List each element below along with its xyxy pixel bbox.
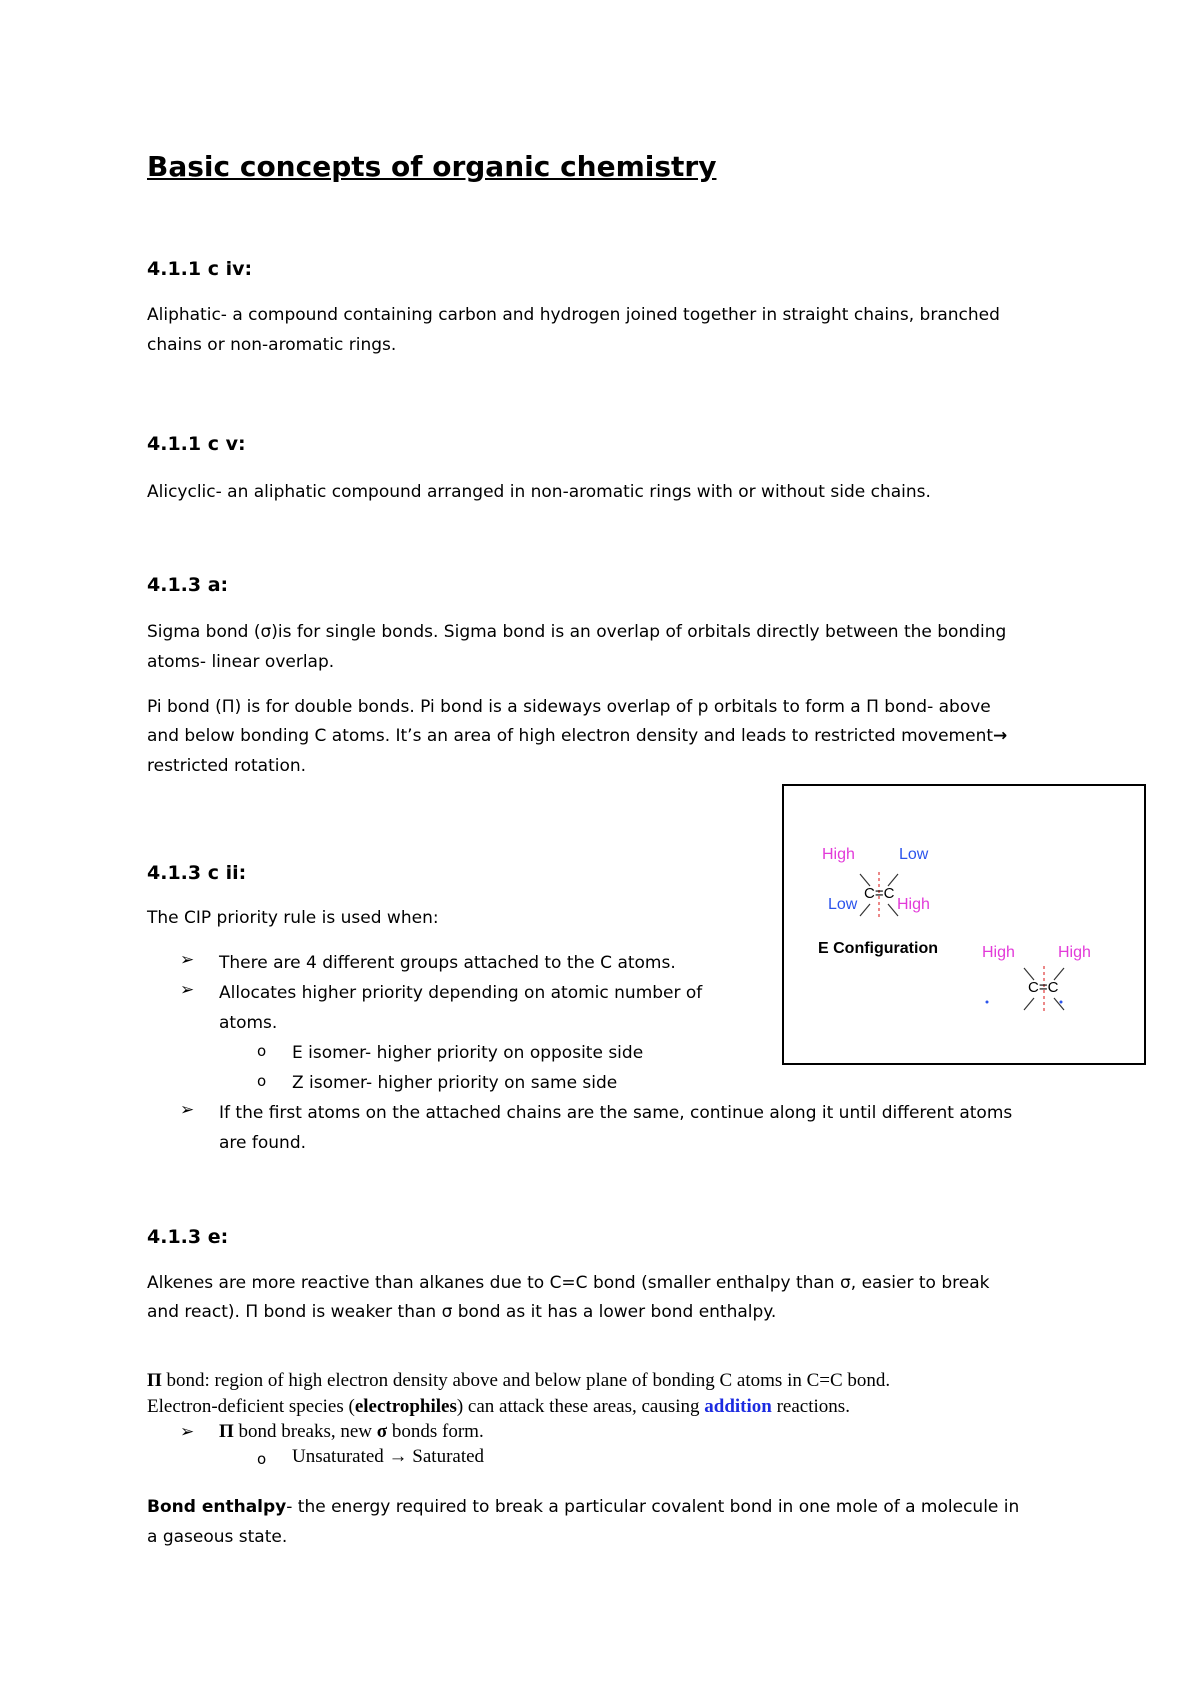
bond-enthalpy-definition: - the energy required to break a particular covalent bond in one mole of a molecule in bbox=[286, 1497, 1020, 1517]
e-high-right-label: High bbox=[897, 896, 930, 913]
e-low-right-label: Low bbox=[899, 846, 929, 863]
bond-break-text-a: bond breaks, new bbox=[233, 1421, 377, 1442]
bond-enthalpy-line-2: a gaseous state. bbox=[147, 1527, 288, 1547]
bullet-arrow-icon: ➢ bbox=[180, 980, 195, 1000]
z-dot-left bbox=[986, 1001, 989, 1004]
z-cc-label: C=C bbox=[1028, 979, 1059, 996]
sigma-symbol: σ bbox=[376, 1421, 388, 1442]
bond-enthalpy-line-1 bbox=[147, 1492, 1019, 1522]
alkene-line-1: Alkenes are more reactive than alkanes due to C=C bond (smaller enthalpy than σ, easier to break bbox=[147, 1273, 990, 1293]
sub-bullet-icon: o bbox=[257, 1450, 267, 1468]
bullet-arrow-icon: ➢ bbox=[180, 1422, 195, 1442]
unsaturated-saturated-line: Unsaturated → Saturated bbox=[292, 1446, 485, 1467]
bullet-arrow-icon: ➢ bbox=[180, 1100, 195, 1120]
z-bond-bottom-right bbox=[1054, 998, 1064, 1010]
electrophile-text-c: ) can attack these areas, causing bbox=[456, 1396, 705, 1417]
e-low-left-label: Low bbox=[828, 896, 858, 913]
e-cc-label: C=C bbox=[864, 885, 895, 902]
electrophile-text-a: Electron-deficient species ( bbox=[147, 1396, 355, 1417]
pi-line-2 bbox=[147, 721, 1007, 751]
bond-enthalpy-term: Bond enthalpy bbox=[147, 1497, 287, 1517]
heading-4-1-1-c-v: 4.1.1 c v: bbox=[147, 433, 246, 455]
pi-line-2-text: and below bonding C atoms. It’s an area of high electron density and leads to restricted movement bbox=[147, 726, 994, 746]
bond-break-text-b: bonds form. bbox=[387, 1421, 484, 1442]
pi-bond-region-text: bond: region of high electron density above and below plane of bonding C atoms in C=C bond. bbox=[161, 1370, 891, 1391]
cip-bullet-2-line-1: Allocates higher priority depending on atomic number of bbox=[219, 983, 703, 1003]
ez-bond-diagram bbox=[784, 786, 1144, 1063]
pi-line-3: restricted rotation. bbox=[147, 756, 307, 776]
sigma-line-2: atoms- linear overlap. bbox=[147, 652, 335, 672]
cip-bullet-1: There are 4 different groups attached to the C atoms. bbox=[219, 953, 676, 973]
bond-break-line bbox=[219, 1421, 484, 1443]
e-bond-bottom-left bbox=[860, 904, 870, 916]
cip-bullet-3-line-2: are found. bbox=[219, 1133, 307, 1153]
bullet-arrow-icon: ➢ bbox=[180, 950, 195, 970]
sub-bullet-icon: o bbox=[257, 1072, 267, 1090]
cip-bullet-3-line-1: If the first atoms on the attached chains are the same, continue along it until different atoms bbox=[219, 1103, 1013, 1123]
pi-symbol: Π bbox=[219, 1421, 234, 1442]
electrophile-line bbox=[147, 1396, 850, 1418]
e-isomer-line: E isomer- higher priority on opposite side bbox=[292, 1043, 644, 1063]
heading-4-1-3-e: 4.1.3 e: bbox=[147, 1226, 229, 1248]
electrophile-text-e: reactions. bbox=[771, 1396, 850, 1417]
ez-configuration-figure bbox=[782, 784, 1146, 1065]
alicyclic-line: Alicyclic- an aliphatic compound arranged in non-aromatic rings with or without side chains. bbox=[147, 482, 931, 502]
cip-intro: The CIP priority rule is used when: bbox=[147, 908, 439, 928]
aliphatic-line-2: chains or non-aromatic rings. bbox=[147, 335, 397, 355]
aliphatic-line-1: Aliphatic- a compound containing carbon and hydrogen joined together in straight chains, branched bbox=[147, 305, 1000, 325]
pi-line-1: Pi bond (Π) is for double bonds. Pi bond is a sideways overlap of p orbitals to form a Π bond- above bbox=[147, 697, 991, 717]
z-high-right-label: High bbox=[1058, 944, 1091, 961]
addition-term: addition bbox=[704, 1396, 772, 1417]
cip-bullet-2-line-2: atoms. bbox=[219, 1013, 278, 1033]
sigma-line-1: Sigma bond (σ)is for single bonds. Sigma bond is an overlap of orbitals directly between the bonding bbox=[147, 622, 1007, 642]
e-configuration-caption: E Configuration bbox=[818, 940, 938, 957]
page-title: Basic concepts of organic chemistry bbox=[147, 150, 717, 183]
pi-bond-region-line bbox=[147, 1370, 890, 1392]
heading-4-1-1-c-iv: 4.1.1 c iv: bbox=[147, 258, 253, 280]
e-high-left-label: High bbox=[822, 846, 855, 863]
electrophiles-term: electrophiles bbox=[354, 1396, 457, 1417]
heading-4-1-3-c-ii: 4.1.3 c ii: bbox=[147, 862, 247, 884]
alkene-line-2: and react). Π bond is weaker than σ bond as it has a lower bond enthalpy. bbox=[147, 1302, 777, 1322]
pi-symbol: Π bbox=[147, 1370, 162, 1391]
sub-bullet-icon: o bbox=[257, 1042, 267, 1060]
heading-4-1-3-a: 4.1.3 a: bbox=[147, 574, 229, 596]
right-arrow-icon: → bbox=[993, 726, 1008, 746]
z-high-left-label: High bbox=[982, 944, 1015, 961]
z-bond-bottom-left bbox=[1024, 998, 1034, 1010]
z-dot-right bbox=[1060, 1001, 1063, 1004]
z-isomer-line: Z isomer- higher priority on same side bbox=[292, 1073, 618, 1093]
